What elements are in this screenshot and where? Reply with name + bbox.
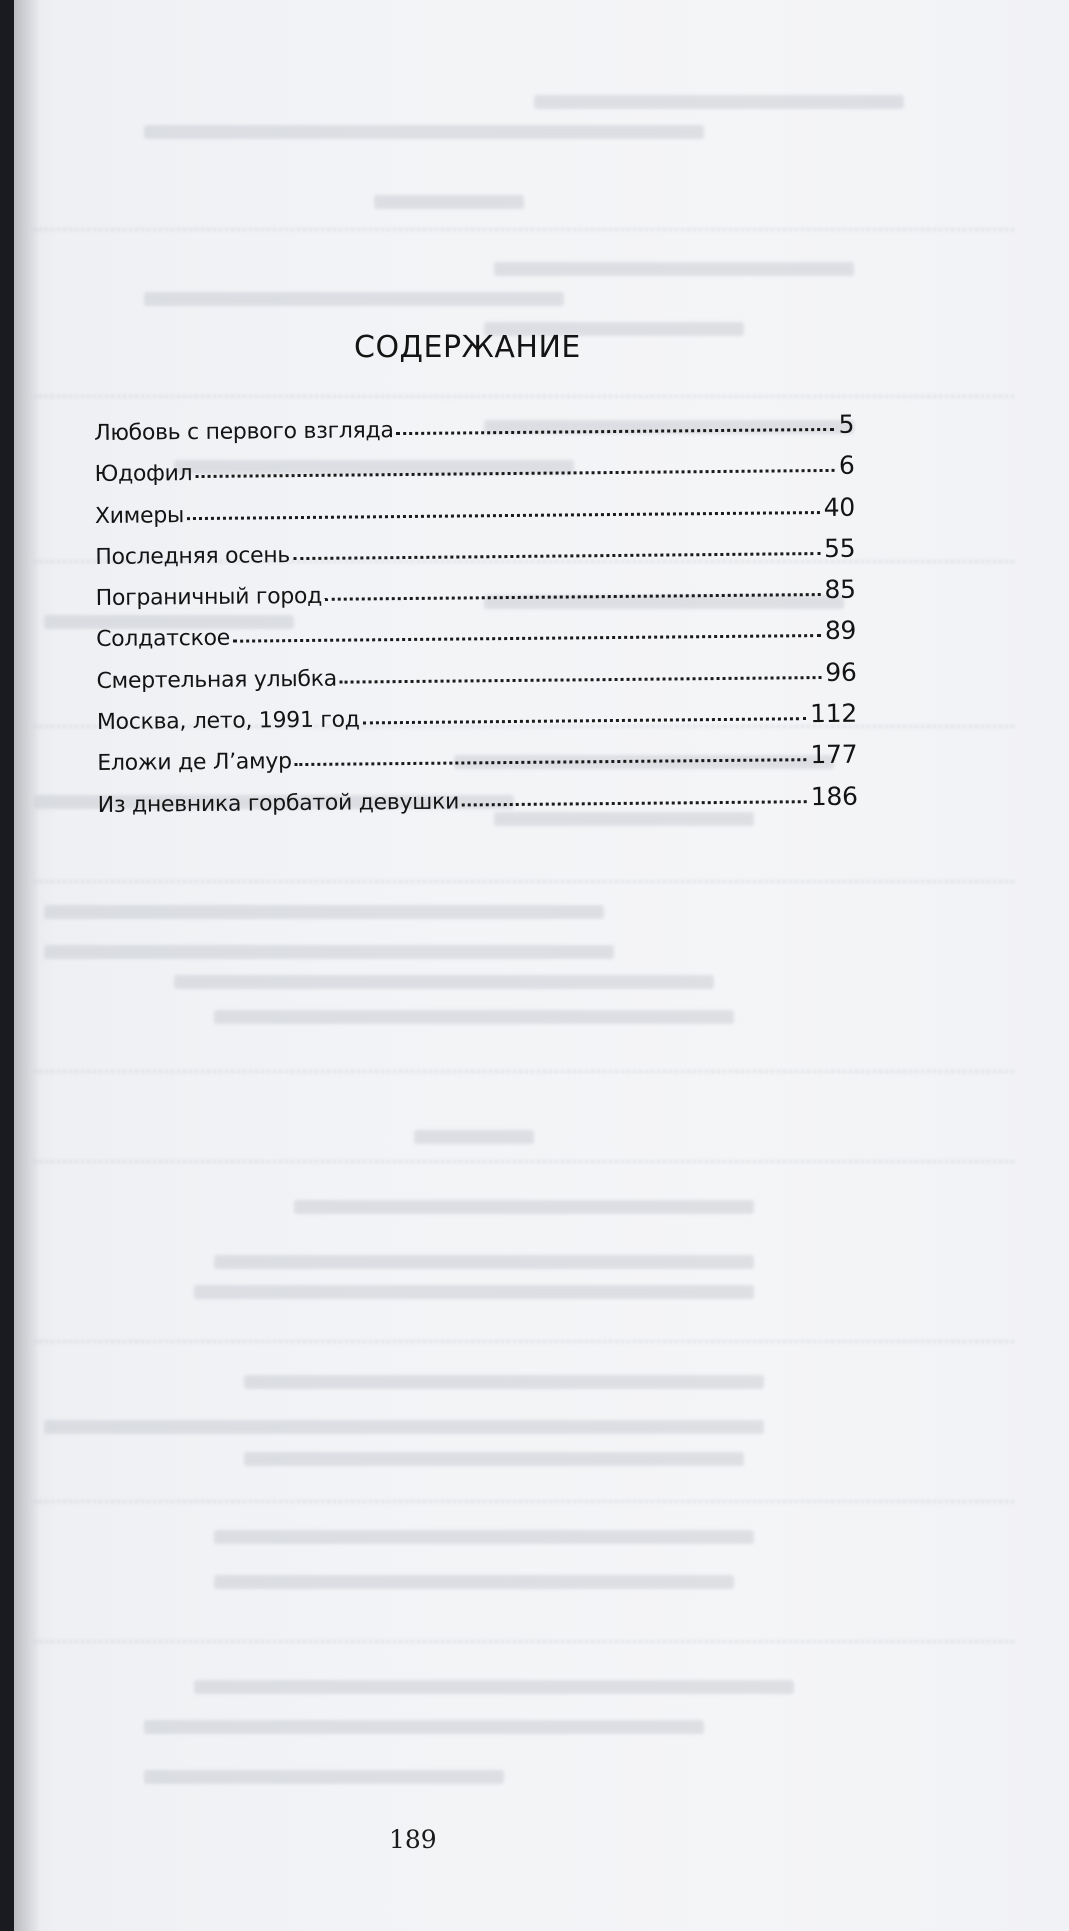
toc-entry (94, 410, 854, 459)
dot-leader (293, 552, 820, 560)
toc-entry-page: 6 (838, 450, 855, 481)
toc-entry (94, 451, 854, 500)
toc-entry-title: Москва, лето, 1991 год (96, 707, 360, 736)
toc-heading: СОДЕРЖАНИЕ (354, 330, 581, 365)
dot-leader (340, 676, 821, 684)
dot-leader (325, 593, 820, 601)
toc-entry-title: Еложи де Л’амур (97, 749, 292, 777)
toc-entry-page: 5 (838, 409, 855, 439)
toc-entry-page: 112 (809, 698, 858, 729)
toc-entry-title: Химеры (94, 502, 185, 529)
dot-leader (187, 511, 820, 520)
toc-entry (98, 781, 858, 830)
dot-leader (363, 717, 806, 724)
dot-leader (195, 469, 835, 478)
toc-entry (95, 534, 855, 583)
book-page (14, 0, 1069, 1931)
dot-leader (295, 759, 807, 767)
dot-leader (462, 800, 807, 806)
toc-entry-title: Юдофил (94, 461, 193, 488)
toc-entry-page: 177 (810, 740, 858, 770)
toc-entry-page: 186 (810, 781, 858, 811)
bleed-through-text (14, 0, 1069, 1931)
toc-entry-title: Последняя осень (95, 543, 291, 570)
toc-entry-page: 89 (824, 616, 857, 646)
toc-entry-page: 96 (825, 657, 857, 687)
toc-entry (95, 492, 855, 541)
table-of-contents (94, 410, 858, 830)
page-number: 189 (389, 1825, 437, 1854)
toc-entry-page: 85 (824, 574, 856, 605)
toc-entry (97, 699, 857, 748)
dot-leader (233, 635, 821, 644)
toc-entry (96, 657, 856, 706)
toc-entry-title: Пограничный город (95, 584, 323, 612)
toc-entry (96, 616, 856, 665)
toc-entry-title: Из дневника горбатой девушки (97, 789, 460, 818)
toc-entry-page: 55 (823, 533, 856, 563)
toc-entry (96, 575, 856, 624)
toc-entry-title: Любовь с первого взгляда (94, 418, 394, 446)
toc-entry-page: 40 (823, 492, 856, 522)
toc-entry-title: Смертельная улыбка (96, 666, 337, 694)
dot-leader (397, 428, 835, 435)
toc-entry-title: Солдатское (96, 626, 231, 653)
toc-entry (97, 740, 857, 789)
